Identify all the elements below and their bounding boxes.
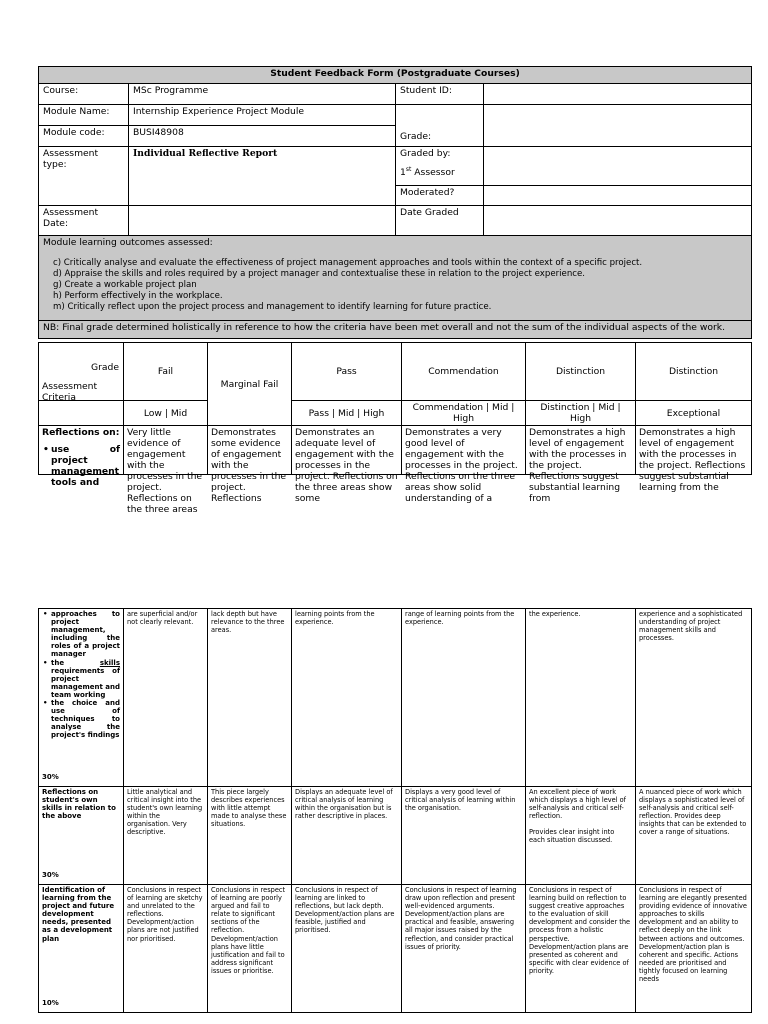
criterion-label: Identification of learning from the project and future development needs, presented as a development plan	[42, 886, 115, 943]
descriptor-cell	[292, 426, 402, 504]
descriptor-cell	[124, 426, 208, 515]
criterion-bullet-continued: • approaches to project management, including the roles of a project manager	[51, 610, 120, 659]
feedback-form-top	[38, 66, 751, 515]
assessor-ordinal: st	[405, 166, 412, 173]
graded-by-field[interactable]	[484, 147, 752, 186]
criteria-table-top	[38, 342, 752, 515]
descriptor-cell: Displays an adequate level of critical analysis of learning within the organisation but is rather descriptive in places.	[292, 787, 402, 885]
descriptor-text: Demonstrates a high level of engagement with the processes in the project. Reflections suggest substantial learning from	[529, 427, 627, 504]
assessment-type-label: Assessment type:	[39, 147, 129, 206]
descriptor-cell: Little analytical and critical insight into the student's own learning within the organisation. Very descriptive.	[124, 787, 208, 885]
moderated-label: Moderated?	[396, 186, 484, 206]
course-label: Course:	[39, 84, 129, 105]
grade-field[interactable]	[484, 105, 752, 147]
level-distinction: Distinction | Mid | High	[526, 401, 636, 426]
level-exceptional: Exceptional	[636, 401, 752, 426]
criterion-label-cell	[39, 787, 124, 885]
assessment-type-value: Individual Reflective Report	[129, 147, 396, 206]
descriptor-text: Demonstrates some evidence of engagement with the processes in the project. Reflections	[211, 427, 287, 504]
criteria-row-development-plan	[39, 885, 752, 1013]
criteria-row-reflections	[39, 609, 752, 787]
descriptor-cell	[402, 426, 526, 504]
criterion-weight: 30%	[42, 772, 59, 781]
module-name-value: Internship Experience Project Module	[129, 105, 396, 126]
descriptor-cell	[526, 426, 636, 504]
descriptor-cell: Conclusions in respect of learning are linked to reflections, but lack depth. Development/action plans are feasible, justified and prioritised.	[292, 885, 402, 1013]
descriptor-cell: Conclusions in respect of learning build on reflection to suggest creative approaches to the evaluation of skill development and consider the process from a holistic perspective. Development/action plans are presented as coherent and specific with clear evidence of priority.	[526, 885, 636, 1013]
descriptor-cell: range of learning points from the experience.	[402, 609, 526, 787]
descriptor-cell: This piece largely describes experiences with little attempt made to analyse these situations.	[208, 787, 292, 885]
assessor-number: 1	[400, 167, 406, 179]
learning-outcomes	[39, 236, 752, 321]
descriptor-cell: Conclusions in respect of learning are sketchy and unrelated to the reflections. Development/action plans are not justified nor prioritised.	[124, 885, 208, 1013]
descriptor-cell: Conclusions in respect of learning are poorly argued and fail to relate to significant sections of the reflection. Development/action plans have little justification and fail to address significant issues or prioritise.	[208, 885, 292, 1013]
feedback-form-bottom	[38, 608, 751, 1013]
skills-underlined: skills	[99, 658, 120, 667]
course-value: MSc Programme	[129, 84, 396, 105]
grade-criteria-header	[39, 343, 124, 401]
grading-note: NB: Final grade determined holistically in reference to how the criteria have been met overall and not the sum of the individual aspects of the work.	[39, 321, 752, 339]
criterion-label-cell	[39, 609, 124, 787]
descriptor-cell: the experience.	[526, 609, 636, 787]
descriptor-cell	[526, 787, 636, 885]
grade-pass-header: Pass	[292, 343, 402, 401]
criteria-table-bottom	[38, 608, 752, 1013]
level-fail: Low | Mid	[124, 401, 208, 426]
date-graded-field[interactable]	[484, 206, 752, 236]
criterion-label: Reflections on student's own skills in relation to the above	[42, 788, 116, 821]
criterion-label-cell	[39, 885, 124, 1013]
grade-marginal-fail-header: Marginal Fail	[208, 343, 292, 426]
learning-outcome-item: h) Perform effectively in the workplace.	[53, 291, 223, 301]
criterion-bullet: • the choice and use of techniques to analyse the project's findings	[51, 699, 120, 739]
criterion-label-cell	[39, 426, 124, 488]
descriptor-cell: Conclusions in respect of learning are elegantly presented providing evidence of innovative approaches to skills development and an ability to reflect deeply on the link between actions and outcomes. Development/action plan is coherent and specific. Actions needed are prioritised and tightly focused on learning needs	[636, 885, 752, 1013]
learning-outcome-item: d) Appraise the skills and roles required by a project manager and contextualise these in relation to the project experience.	[53, 269, 586, 279]
descriptor-cell: are superficial and/or not clearly relevant.	[124, 609, 208, 787]
module-code-label: Module code:	[39, 126, 129, 147]
descriptor-cell: Displays a very good level of critical analysis of learning within the organisation.	[402, 787, 526, 885]
criterion-bullet: • use of project management tools and	[51, 444, 120, 488]
descriptor-cell	[636, 426, 752, 493]
learning-outcomes-title: Module learning outcomes assessed:	[43, 237, 213, 248]
descriptor-cell: Conclusions in respect of learning draw upon reflection and present well-evidenced arguments. Development/action plans are practical and feasible, answering all major issues raised by the reflection, and consider practical issues of priority.	[402, 885, 526, 1013]
descriptor-text-extra: Provides clear insight into each situation discussed.	[529, 828, 615, 845]
descriptor-cell	[208, 426, 292, 504]
descriptor-cell: lack depth but have relevance to the three areas.	[208, 609, 292, 787]
grade-commendation-header: Commendation	[402, 343, 526, 401]
learning-outcome-item: m) Critically reflect upon the project process and management to identify learning for future practice.	[53, 302, 492, 312]
moderated-field[interactable]	[484, 186, 752, 206]
criterion-weight: 10%	[42, 998, 59, 1007]
module-name-label: Module Name:	[39, 105, 129, 126]
criteria-header-label: Assessment Criteria	[42, 381, 98, 403]
descriptor-text: Very little evidence of engagement with the processes in the project. Reflections on the three areas	[127, 427, 203, 515]
date-graded-label: Date Graded	[396, 206, 484, 236]
learning-outcome-item: g) Create a workable project plan	[53, 280, 197, 290]
descriptor-text: Demonstrates a very good level of engagement with the processes in the project. Reflections on the three areas show solid understanding of a	[405, 427, 518, 504]
assessment-date-value[interactable]	[129, 206, 396, 236]
descriptor-cell: experience and a sophisticated understanding of project management skills and processes.	[636, 609, 752, 787]
grade-header-label: Grade	[90, 362, 119, 373]
grade-distinction-exceptional-header: Distinction	[636, 343, 752, 401]
student-id-field[interactable]	[484, 84, 752, 105]
descriptor-text: Demonstrates an adequate level of engagement with the processes in the project. Reflections on the three areas show some	[295, 427, 398, 504]
criterion-bullet: • the skills requirements of project management and team working	[51, 659, 120, 699]
student-id-label: Student ID:	[396, 84, 484, 105]
criterion-label: Reflections on:	[42, 427, 120, 438]
descriptor-cell: learning points from the experience.	[292, 609, 402, 787]
module-code-value: BUSI48908	[129, 126, 396, 147]
learning-outcomes-list	[43, 258, 747, 313]
assessor-text: Assessor	[411, 167, 455, 179]
header-table	[38, 66, 752, 339]
grade-label: Grade:	[396, 105, 484, 147]
level-spacer	[39, 401, 124, 426]
grade-distinction-header: Distinction	[526, 343, 636, 401]
criteria-row-own-skills	[39, 787, 752, 885]
assessment-date-label: Assessment Date:	[39, 206, 129, 236]
level-pass: Pass | Mid | High	[292, 401, 402, 426]
criteria-row-reflections-top	[39, 426, 752, 475]
descriptor-cell: A nuanced piece of work which displays a sophisticated level of self-analysis and critical self-reflection. Provides deep insights that can be extended to cover a range of situations.	[636, 787, 752, 885]
criterion-weight: 30%	[42, 870, 59, 879]
descriptor-text: Demonstrates a high level of engagement with the processes in the project. Reflections suggest substantial learning from the	[639, 427, 746, 493]
assessor-label	[400, 164, 479, 178]
level-commendation: Commendation | Mid | High	[402, 401, 526, 426]
graded-by-cell	[396, 147, 484, 186]
grade-fail-header: Fail	[124, 343, 208, 401]
form-title: Student Feedback Form (Postgraduate Courses)	[39, 67, 752, 84]
descriptor-text: An excellent piece of work which displays a high level of self-analysis and critical self-reflection.	[529, 788, 626, 821]
graded-by-label: Graded by:	[400, 148, 451, 159]
learning-outcome-item: c) Critically analyse and evaluate the effectiveness of project management approaches and tools within the context of a specific project.	[53, 258, 643, 268]
